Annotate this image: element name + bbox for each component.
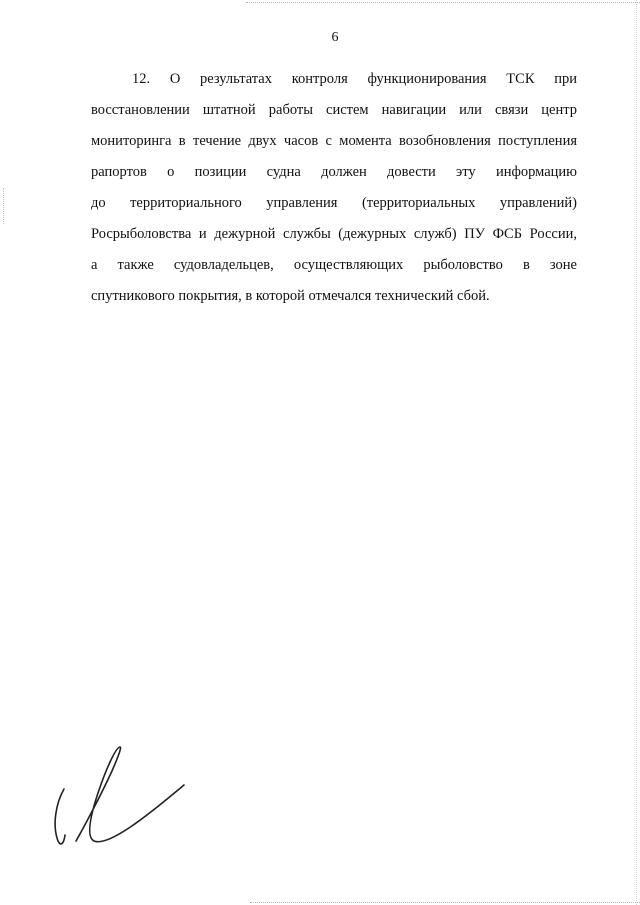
scan-edge-right: [636, 0, 637, 905]
paragraph-line: спутникового покрытия, в которой отмечался технический сбой.: [91, 288, 490, 304]
paragraph-line: рапортов о позиции судна должен довести эту информацию: [91, 164, 577, 180]
paragraph-line: Росрыболовства и дежурной службы (дежурных служб) ПУ ФСБ России,: [91, 226, 577, 242]
paragraph-12: [91, 64, 577, 312]
paragraph-line: 12. О результатах контроля функционирования ТСК при: [132, 71, 577, 87]
scan-edge-left: [3, 188, 4, 224]
scan-edge-top: [246, 2, 640, 3]
paragraph-line: до территориального управления (территориальных управлений): [91, 195, 577, 211]
scan-edge-bottom: [250, 902, 640, 903]
signature-icon: [50, 745, 190, 850]
paragraph-line: а также судовладельцев, осуществляющих рыболовство в зоне: [91, 257, 577, 273]
page-number: 6: [331, 30, 339, 45]
paragraph-line: мониторинга в течение двух часов с момента возобновления поступления: [91, 133, 577, 149]
paragraph-line: восстановлении штатной работы систем навигации или связи центр: [91, 102, 577, 118]
